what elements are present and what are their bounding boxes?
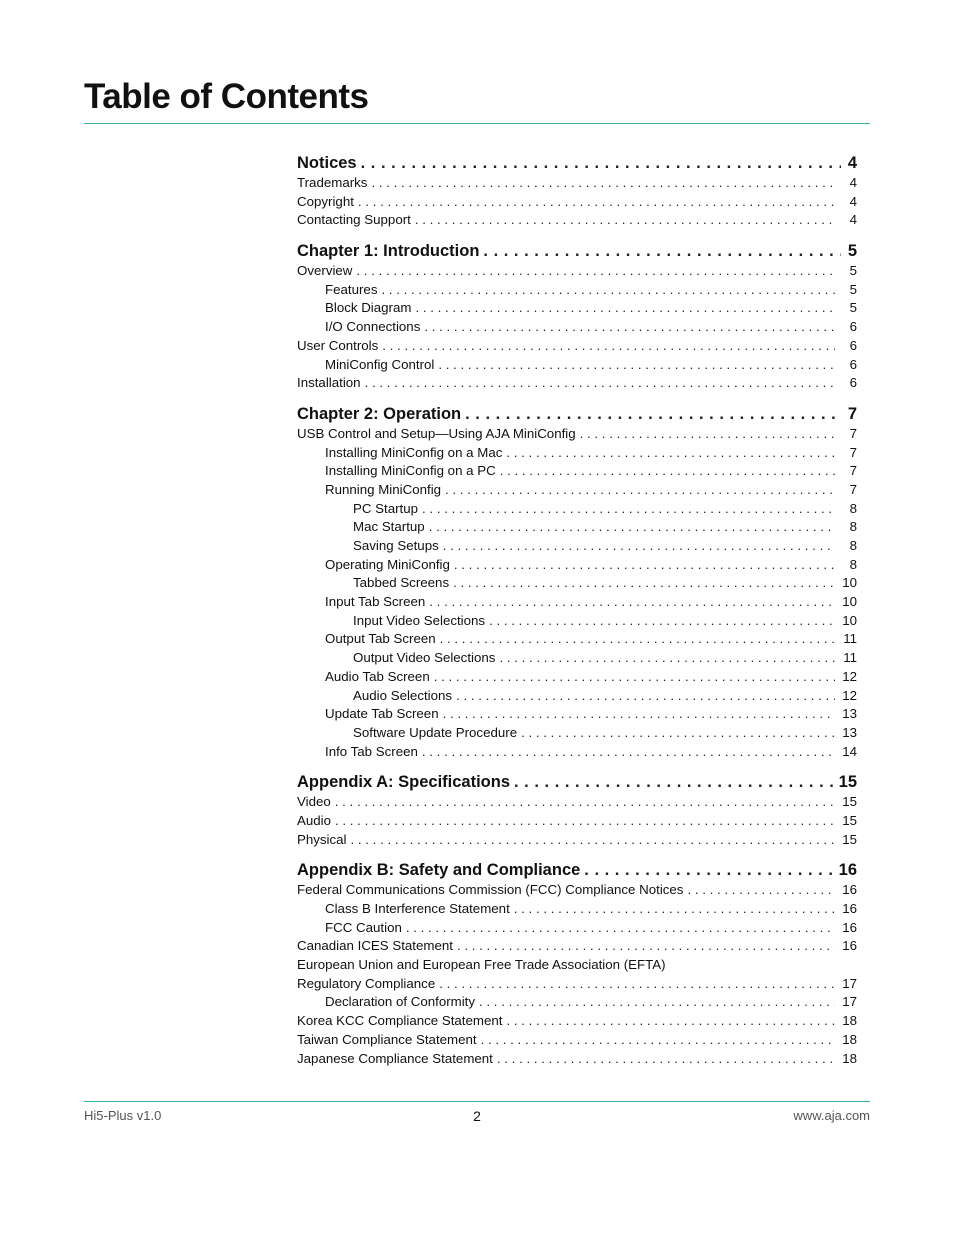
- toc-entry-label: Contacting Support: [297, 212, 411, 228]
- toc-entry[interactable]: [297, 356, 857, 375]
- toc-leader-dots: [351, 831, 835, 850]
- toc-entry[interactable]: [297, 668, 857, 687]
- toc-entry-label: Regulatory Compliance: [297, 975, 436, 991]
- toc-entry[interactable]: [297, 705, 857, 724]
- toc-leader-dots: [456, 687, 835, 706]
- toc-entry[interactable]: [297, 593, 857, 612]
- toc-entry-label: FCC Caution: [325, 919, 402, 935]
- toc-entry-page: 4: [849, 212, 857, 228]
- toc-entry-page: 5: [849, 263, 857, 279]
- toc-leader-dots: [424, 318, 835, 337]
- toc-entry-label: Audio Tab Screen: [325, 668, 430, 684]
- toc-leader-dots: [506, 1012, 835, 1031]
- toc-leader-dots: [506, 444, 835, 463]
- toc-section-gap: [297, 849, 857, 859]
- toc-leader-dots: [521, 724, 835, 743]
- page-title: Table of Contents: [84, 77, 369, 116]
- toc-entry-page: 4: [849, 175, 857, 190]
- toc-section-heading[interactable]: [297, 771, 857, 793]
- toc-leader-dots: [371, 174, 835, 193]
- toc-entry-label: Audio Selections: [353, 687, 453, 703]
- toc-entry-page: 14: [842, 743, 857, 759]
- toc-leader-dots: [335, 793, 835, 812]
- toc-entry-page: 10: [842, 594, 857, 610]
- toc-entry-label: USB Control and Setup—Using AJA MiniConfig: [297, 425, 576, 441]
- toc-entry-page: 13: [842, 706, 857, 722]
- toc-entry[interactable]: [297, 262, 857, 281]
- toc-heading-page: 4: [847, 154, 857, 172]
- toc-entry-label: Physical: [297, 831, 347, 847]
- toc-entry-page: 10: [842, 575, 857, 591]
- toc-entry-page: 15: [842, 831, 857, 847]
- toc-heading-label: Chapter 2: Operation: [297, 404, 462, 423]
- table-of-contents: [297, 152, 857, 1068]
- toc-entry-page: 7: [849, 481, 857, 497]
- toc-entry-label: Japanese Compliance Statement: [297, 1050, 493, 1066]
- toc-entry[interactable]: [297, 1012, 857, 1031]
- toc-entry[interactable]: [297, 724, 857, 743]
- toc-entry-label: User Controls: [297, 337, 379, 353]
- toc-entry-label: Input Video Selections: [353, 612, 486, 628]
- toc-entry[interactable]: [297, 630, 857, 649]
- toc-leader-dots: [439, 975, 835, 994]
- toc-entry-label: Class B Interference Statement: [325, 901, 510, 916]
- toc-entry-label: Korea KCC Compliance Statement: [297, 1013, 503, 1029]
- toc-entry-label: Declaration of Conformity: [325, 994, 476, 1010]
- toc-entry[interactable]: [297, 174, 857, 193]
- toc-entry-page: 8: [849, 519, 857, 535]
- toc-leader-dots: [580, 425, 835, 444]
- toc-entry[interactable]: [297, 537, 857, 556]
- toc-entry[interactable]: [297, 444, 857, 463]
- toc-entry-label: Installation: [297, 375, 361, 391]
- toc-leader-dots: [356, 262, 835, 281]
- toc-entry-label: Mac Startup: [353, 519, 425, 535]
- toc-entry-page: 13: [842, 724, 857, 740]
- toc-entry-page: 4: [849, 193, 857, 209]
- toc-entry-label: PC Startup: [353, 500, 419, 516]
- footer-website: www.aja.com: [793, 1108, 870, 1123]
- toc-entry[interactable]: [297, 937, 857, 956]
- toc-entry-page: 15: [842, 794, 857, 810]
- toc-leader-dots: [429, 518, 835, 537]
- toc-entry[interactable]: [297, 812, 857, 831]
- toc-leader-dots: [489, 612, 835, 631]
- toc-leader-dots: [415, 299, 835, 318]
- toc-entry[interactable]: [297, 1031, 857, 1050]
- toc-leader-dots: [479, 993, 835, 1012]
- toc-entry-page: 6: [849, 337, 857, 353]
- toc-entry-label: I/O Connections: [325, 319, 421, 335]
- toc-leader-dots: [438, 356, 835, 375]
- toc-entry-page: 11: [843, 631, 857, 647]
- toc-entry[interactable]: [297, 919, 857, 938]
- toc-entry[interactable]: [297, 374, 857, 393]
- toc-leader-dots: [434, 668, 835, 687]
- toc-leader-dots: [453, 574, 835, 593]
- toc-entry-page: 16: [842, 901, 857, 916]
- toc-entry-page: 12: [842, 687, 857, 703]
- toc-leader-dots: [422, 743, 835, 762]
- toc-leader-dots: [415, 211, 835, 230]
- toc-leader-dots: [361, 152, 841, 174]
- toc-entry-page: 18: [842, 1050, 857, 1066]
- toc-section-gap: [297, 393, 857, 403]
- footer-product-version: Hi5-Plus v1.0: [84, 1108, 162, 1123]
- toc-entry-label: Saving Setups: [353, 538, 439, 553]
- toc-entry-page: 8: [849, 538, 857, 553]
- toc-section-heading[interactable]: [297, 152, 857, 174]
- toc-entry-label: Copyright: [297, 193, 354, 209]
- toc-section-heading[interactable]: [297, 403, 857, 425]
- toc-entry[interactable]: [297, 975, 857, 994]
- toc-entry-label: Canadian ICES Statement: [297, 938, 453, 954]
- toc-entry[interactable]: [297, 993, 857, 1012]
- toc-entry-label: Input Tab Screen: [325, 594, 426, 610]
- toc-entry[interactable]: [297, 793, 857, 812]
- toc-entry[interactable]: [297, 612, 857, 631]
- toc-heading-label: Notices: [297, 154, 357, 172]
- toc-entry-page: 11: [843, 650, 857, 666]
- toc-section-gap: [297, 230, 857, 240]
- toc-leader-dots: [481, 1031, 835, 1050]
- toc-entry-page: 18: [842, 1013, 857, 1029]
- toc-leader-dots: [445, 481, 835, 500]
- toc-entry[interactable]: [297, 574, 857, 593]
- toc-leader-dots: [584, 859, 834, 881]
- toc-heading-page: 7: [847, 404, 857, 423]
- toc-entry-page: 7: [849, 444, 857, 460]
- toc-entry-page: 10: [842, 612, 857, 628]
- toc-heading-label: Appendix A: Specifications: [297, 773, 511, 792]
- toc-section: [297, 240, 857, 393]
- toc-entry[interactable]: [297, 318, 857, 337]
- toc-entry[interactable]: [297, 900, 857, 919]
- toc-section: [297, 152, 857, 230]
- toc-heading-label: Appendix B: Safety and Compliance: [297, 861, 581, 880]
- toc-leader-dots: [500, 462, 835, 481]
- toc-leader-dots: [454, 556, 835, 575]
- toc-entry-label: Software Update Procedure: [353, 724, 518, 740]
- toc-entry-label: Taiwan Compliance Statement: [297, 1031, 477, 1047]
- toc-entry-label: Output Video Selections: [353, 650, 496, 666]
- toc-leader-dots: [514, 900, 835, 919]
- toc-entry-page: 15: [842, 812, 857, 828]
- toc-leader-dots: [365, 374, 835, 393]
- toc-leader-dots: [443, 537, 835, 556]
- toc-entry-label: Audio: [297, 812, 332, 828]
- toc-entry[interactable]: [297, 299, 857, 318]
- toc-entry-page: 5: [849, 281, 857, 297]
- toc-entry-label: Trademarks: [297, 175, 368, 190]
- toc-entry-page: 7: [849, 463, 857, 479]
- toc-entry[interactable]: [297, 518, 857, 537]
- toc-entry[interactable]: [297, 281, 857, 300]
- toc-entry-label: Running MiniConfig: [325, 481, 442, 497]
- toc-entry-page: 18: [842, 1031, 857, 1047]
- toc-entry-page: 12: [842, 668, 857, 684]
- toc-entry-page: 17: [842, 975, 857, 991]
- toc-leader-dots: [687, 881, 835, 900]
- toc-section: [297, 859, 857, 1068]
- toc-entry-label: Installing MiniConfig on a PC: [325, 463, 496, 479]
- toc-entry[interactable]: [297, 481, 857, 500]
- toc-leader-dots: [514, 771, 835, 793]
- toc-leader-dots: [406, 919, 835, 938]
- toc-entry-page: 6: [849, 356, 857, 372]
- toc-entry-label: Info Tab Screen: [325, 743, 418, 759]
- toc-entry-page: 16: [842, 938, 857, 954]
- toc-entry-page: 17: [842, 994, 857, 1010]
- toc-entry[interactable]: [297, 337, 857, 356]
- toc-leader-dots: [465, 403, 841, 425]
- toc-entry-label: Features: [325, 281, 378, 297]
- toc-heading-page: 5: [847, 242, 857, 261]
- footer-page-number: 2: [473, 1108, 481, 1124]
- toc-leader-dots: [381, 281, 835, 300]
- toc-entry[interactable]: [297, 743, 857, 762]
- toc-entry-label: Tabbed Screens: [353, 575, 450, 591]
- toc-entry[interactable]: [297, 211, 857, 230]
- toc-entry-page: 16: [842, 882, 857, 898]
- toc-entry-label: Video: [297, 794, 331, 810]
- toc-leader-dots: [358, 193, 835, 212]
- toc-section-heading[interactable]: [297, 240, 857, 262]
- toc-entry[interactable]: [297, 881, 857, 900]
- toc-heading-label: Chapter 1: Introduction: [297, 242, 480, 261]
- toc-entry[interactable]: [297, 831, 857, 850]
- toc-entry[interactable]: [297, 500, 857, 519]
- toc-entry[interactable]: [297, 687, 857, 706]
- toc-entry-page: 7: [849, 425, 857, 441]
- toc-leader-dots: [443, 705, 835, 724]
- toc-entry-label: Output Tab Screen: [325, 631, 436, 647]
- toc-entry-page: 6: [849, 319, 857, 335]
- toc-leader-dots: [440, 630, 835, 649]
- toc-heading-page: 15: [838, 773, 857, 792]
- toc-leader-dots: [422, 500, 835, 519]
- toc-entry-label: Block Diagram: [325, 300, 412, 316]
- toc-entry-page: 16: [842, 919, 857, 935]
- toc-entry[interactable]: [297, 425, 857, 444]
- toc-leader-dots: [497, 1050, 835, 1069]
- toc-section-gap: [297, 761, 857, 771]
- toc-leader-dots: [483, 240, 841, 262]
- toc-entry-label: Update Tab Screen: [325, 706, 439, 722]
- toc-heading-page: 16: [838, 861, 857, 880]
- toc-entry[interactable]: [297, 1050, 857, 1069]
- toc-entry-label: Installing MiniConfig on a Mac: [325, 444, 503, 460]
- title-divider: [84, 123, 870, 124]
- toc-section-heading[interactable]: [297, 859, 857, 881]
- toc-leader-dots: [499, 649, 835, 668]
- toc-entry-label: Overview: [297, 263, 353, 279]
- toc-section: [297, 771, 857, 849]
- toc-entry-page: 6: [849, 375, 857, 391]
- toc-entry-label: Federal Communications Commission (FCC) Compliance Notices: [297, 882, 684, 898]
- toc-entry[interactable]: [297, 956, 857, 975]
- toc-entry-page: 8: [849, 500, 857, 516]
- toc-entry-label: MiniConfig Control: [325, 356, 435, 372]
- toc-entry[interactable]: [297, 193, 857, 212]
- toc-leader-dots: [382, 337, 835, 356]
- toc-entry-page: 5: [849, 300, 857, 316]
- toc-leader-dots: [457, 937, 835, 956]
- toc-entry-label: Operating MiniConfig: [325, 556, 450, 572]
- toc-entry-label: European Union and European Free Trade Association (EFTA): [297, 957, 666, 973]
- toc-section: [297, 403, 857, 761]
- toc-leader-dots: [335, 812, 835, 831]
- footer-divider: [84, 1101, 870, 1102]
- toc-leader-dots: [429, 593, 835, 612]
- toc-entry[interactable]: [297, 462, 857, 481]
- toc-entry-page: 8: [849, 556, 857, 572]
- toc-entry[interactable]: [297, 649, 857, 668]
- toc-entry[interactable]: [297, 556, 857, 575]
